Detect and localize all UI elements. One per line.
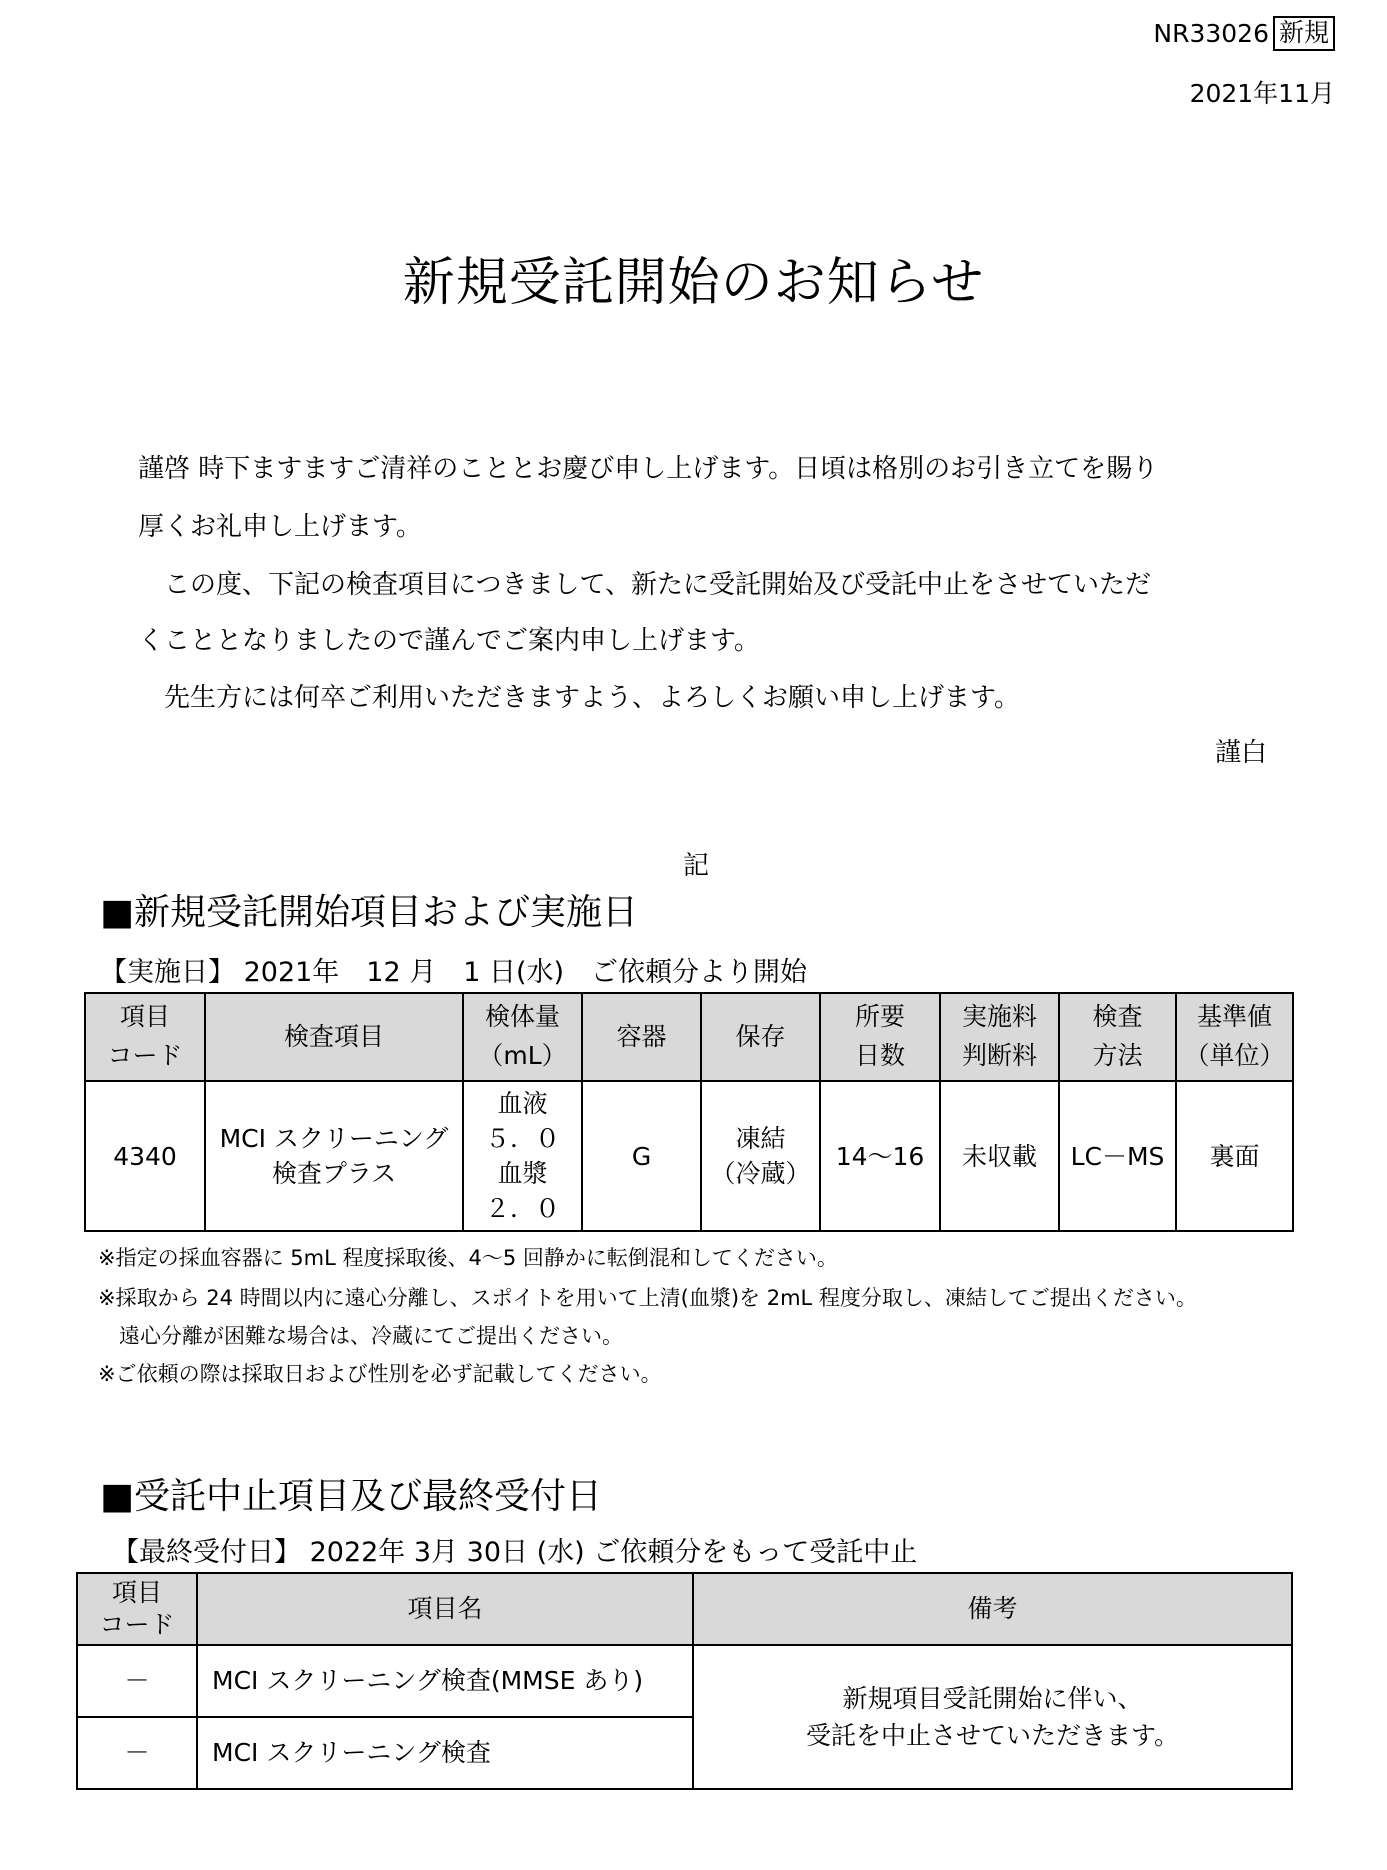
table-header-row — [85, 993, 1293, 1081]
new-items-table — [84, 992, 1294, 1232]
paragraph-line-3: この度、下記の検査項目につきまして、新たに受託開始及び受託中止をさせていただ — [138, 570, 1151, 600]
header-days: 所要 日数 — [820, 993, 940, 1081]
header-container: 容器 — [582, 993, 701, 1081]
paragraph-line-1: 謹啓 時下ますますご清祥のこととお慶び申し上げます。日頃は格別のお引き立てを賜り — [138, 454, 1159, 484]
note-3: 遠心分離が困難な場合は、冷蔵にてご提出ください。 — [98, 1324, 623, 1348]
last-acceptance-date: 【最終受付日】 2022年 3月 30日 (水) ご依頼分をもって受託中止 — [112, 1537, 918, 1568]
header-remark: 備考 — [693, 1573, 1292, 1645]
header-reference: 基準値 （単位） — [1176, 993, 1293, 1081]
document-code: NR33026 — [1153, 18, 1269, 48]
cell-remark: 新規項目受託開始に伴い、 受託を中止させていただきます。 — [693, 1645, 1292, 1789]
cell-method: LC－MS — [1059, 1081, 1176, 1231]
discontinued-items-table — [76, 1572, 1293, 1790]
header-storage: 保存 — [701, 993, 820, 1081]
cell-code: － — [77, 1645, 197, 1717]
header-name: 項目名 — [197, 1573, 693, 1645]
cell-name: MCI スクリーニング検査(MMSE あり) — [197, 1645, 693, 1717]
cell-reference: 裏面 — [1176, 1081, 1293, 1231]
section-heading-stop: ■受託中止項目及び最終受付日 — [100, 1476, 603, 1517]
document-code-row — [1153, 16, 1335, 51]
header-method: 検査 方法 — [1059, 993, 1176, 1081]
ki-mark: 記 — [683, 851, 710, 881]
paragraph-line-4: くこととなりましたので謹んでご案内申し上げます。 — [138, 626, 760, 656]
header-code: 項目 コード — [85, 993, 205, 1081]
cell-storage: 凍結 （冷蔵） — [701, 1081, 820, 1231]
table-row — [85, 1081, 1293, 1231]
cell-volume: 血液 ５．０ 血漿 ２．０ — [463, 1081, 582, 1231]
implementation-date: 【実施日】 2021年 12 月 1 日(水) ご依頼分より開始 — [100, 957, 808, 988]
closing-word: 謹白 — [1214, 738, 1267, 768]
note-4: ※ご依頼の際は採取日および性別を必ず記載してください。 — [98, 1362, 662, 1386]
cell-fee: 未収載 — [940, 1081, 1059, 1231]
document-date: 2021年11月 — [1189, 79, 1335, 108]
new-badge: 新規 — [1273, 16, 1335, 51]
table-header-row — [77, 1573, 1292, 1645]
section-heading-new: ■新規受託開始項目および実施日 — [100, 892, 639, 933]
cell-code: 4340 — [85, 1081, 205, 1231]
note-1: ※指定の採血容器に 5mL 程度採取後、4～5 回静かに転倒混和してください。 — [98, 1246, 838, 1270]
header-item: 検査項目 — [205, 993, 463, 1081]
cell-name: MCI スクリーニング検査 — [197, 1717, 693, 1789]
page-title: 新規受託開始のお知らせ — [402, 253, 985, 313]
header-volume: 検体量 （mL） — [463, 993, 582, 1081]
paragraph-line-5: 先生方には何卒ご利用いただきますよう、よろしくお願い申し上げます。 — [138, 683, 1020, 713]
header-code: 項目 コード — [77, 1573, 197, 1645]
cell-days: 14～16 — [820, 1081, 940, 1231]
paragraph-line-2: 厚くお礼申し上げます。 — [138, 512, 422, 542]
note-2: ※採取から 24 時間以内に遠心分離し、スポイトを用いて上清(血漿)を 2mL 程度分取し、凍結してご提出ください。 — [98, 1286, 1197, 1310]
cell-item: MCI スクリーニング 検査プラス — [205, 1081, 463, 1231]
cell-container: G — [582, 1081, 701, 1231]
cell-code: － — [77, 1717, 197, 1789]
header-fee: 実施料 判断料 — [940, 993, 1059, 1081]
table-row — [77, 1645, 1292, 1717]
